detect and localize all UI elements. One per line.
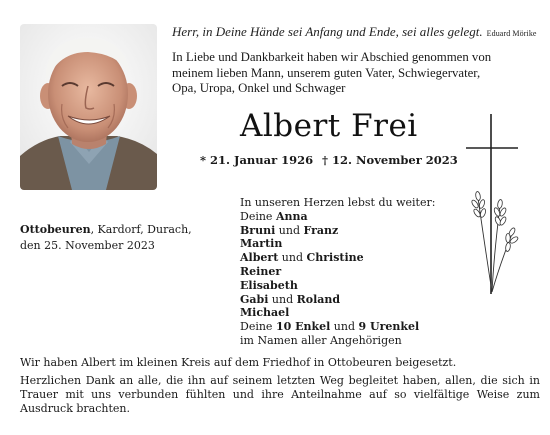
family-closing: im Namen aller Angehörigen: [240, 333, 402, 347]
family-member: 10 Enkel: [275, 320, 331, 334]
family-line: [240, 251, 480, 265]
family-text: und: [278, 251, 307, 265]
family-line: [240, 265, 480, 279]
family-line: [240, 306, 480, 320]
family-text: und: [268, 292, 297, 306]
family-member: Elisabeth: [240, 278, 298, 292]
motto-text: Herr, in Deine Hände sei Anfang und Ende, sei alles gelegt.: [172, 24, 483, 39]
family-line: [240, 279, 480, 293]
intro-line: Opa, Uropa, Onkel und Schwager: [172, 81, 346, 95]
family-member: Gabi: [240, 292, 269, 306]
family-text: Deine: [240, 320, 276, 334]
family-line: [240, 210, 480, 224]
family-text: und: [275, 223, 304, 237]
thanks-note: Herzlichen Dank an alle, die ihn auf seinem letzten Weg begleitet haben, allen, die sich in Trauer mit uns verbunden fühlten und ihre Anteilnahme auf so vielfältige Weise zum Ausdruck brachten.: [20, 374, 540, 415]
intro-line: In Liebe und Dankbarkeit haben wir Abschied genommen von: [172, 50, 492, 64]
family-member: Roland: [296, 292, 341, 306]
intro-line: meinem lieben Mann, unserem guten Vater, Schwiegervater,: [172, 65, 481, 80]
family-line: [240, 293, 480, 307]
family-member: Bruni: [240, 223, 276, 237]
date-line: den 25. November 2023: [20, 239, 155, 252]
footer-text: [20, 356, 540, 420]
family-member: Reiner: [240, 264, 282, 278]
death-date: † 12. November 2023: [322, 153, 458, 167]
family-member: Christine: [306, 251, 364, 265]
birth-date: * 21. Januar 1926: [200, 153, 314, 167]
family-line: [240, 237, 480, 251]
deceased-name: Albert Frei: [240, 108, 418, 144]
family-member: Martin: [240, 237, 283, 251]
family-text: und: [330, 320, 359, 334]
family-member: Albert: [240, 251, 279, 265]
family-text: Deine: [240, 209, 276, 223]
place-and-date: [20, 222, 220, 254]
place-town: Ottobeuren: [20, 223, 91, 236]
portrait-photo: [20, 24, 157, 190]
family-member: Michael: [240, 306, 290, 320]
motto-author: Eduard Mörike: [486, 29, 537, 38]
family-member: Franz: [303, 223, 339, 237]
motto-quote: [172, 24, 540, 42]
family-member: 9 Urenkel: [358, 320, 420, 334]
family-list: [240, 196, 480, 348]
burial-note: Wir haben Albert im kleinen Kreis auf dem Friedhof in Ottobeuren beigesetzt.: [20, 356, 457, 369]
family-member: Anna: [275, 209, 308, 223]
intro-text: [172, 50, 532, 97]
family-intro: In unseren Herzen lebst du weiter:: [240, 196, 436, 209]
place-line: [20, 222, 220, 238]
place-rest: , Kardorf, Durach,: [90, 223, 192, 236]
family-line: [240, 320, 480, 334]
life-dates: [200, 152, 458, 168]
family-line: [240, 224, 480, 238]
